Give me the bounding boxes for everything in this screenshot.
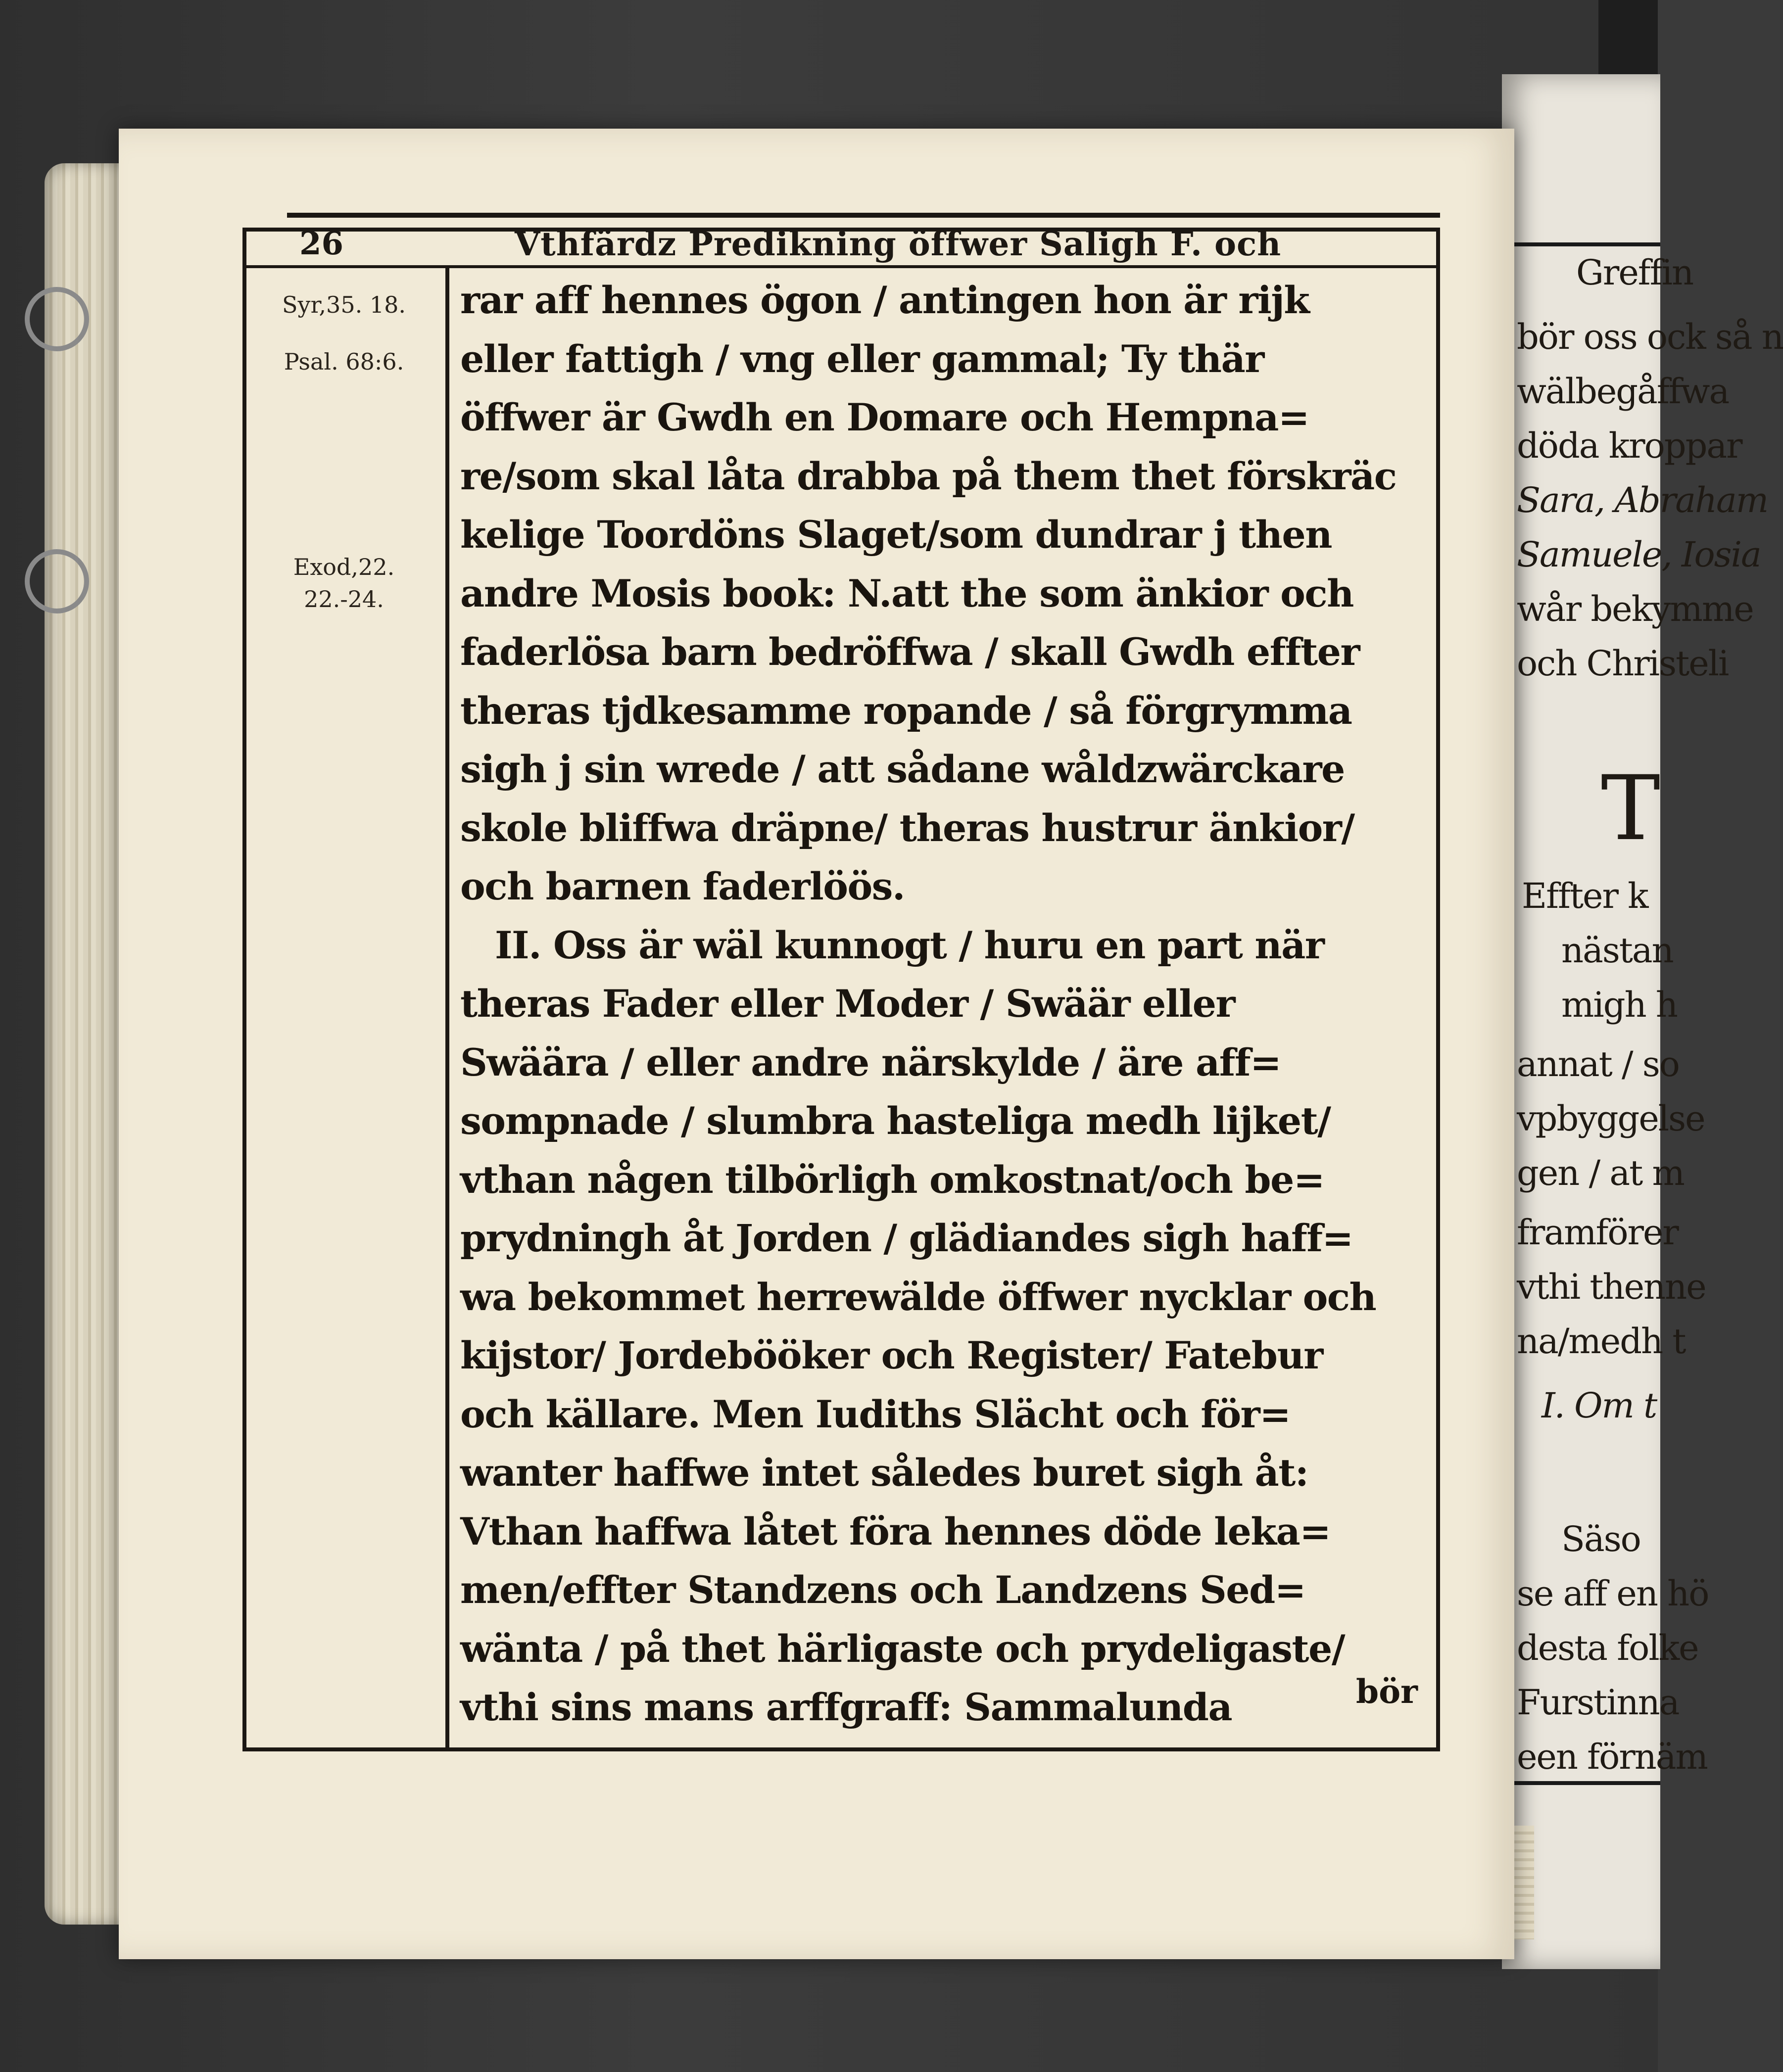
facing-line: wälbegåffwa <box>1517 371 1729 412</box>
catchword: bör <box>1356 1672 1418 1711</box>
margin-rule <box>445 267 449 1751</box>
facing-page <box>1502 74 1783 1969</box>
text-line: vthan någen tilbörligh omkostnat/och be= <box>460 1157 1325 1202</box>
text-line: kijstor/ Jordebööker och Register/ Fatebur <box>460 1333 1323 1377</box>
facing-line: vthi thenne <box>1517 1267 1706 1307</box>
marginal-reference: Syr,35. 18. <box>282 291 406 318</box>
facing-line: Furstinna <box>1517 1682 1679 1723</box>
text-line: skole bliffwa dräpne/ theras hustrur änkior/ <box>460 805 1354 850</box>
marginal-reference: 22.-24. <box>304 586 384 612</box>
text-line: Swäära / eller andre närskylde / äre aff= <box>460 1040 1281 1084</box>
text-line: re/som skal låta drabba på them thet förskräc <box>460 454 1397 498</box>
facing-line: I. Om t <box>1542 1385 1657 1426</box>
facing-drop-capital: T <box>1601 757 1660 860</box>
text-line: kelige Toordöns Slaget/som dundrar j then <box>460 513 1332 557</box>
facing-line: desta folke <box>1517 1628 1698 1668</box>
text-line: theras tjdkesamme ropande / så förgrymma <box>460 688 1352 733</box>
marginal-reference: Exod,22. <box>293 554 395 580</box>
text-line: men/effter Standzens och Landzens Sed= <box>460 1568 1305 1612</box>
text-line: och barnen faderlöös. <box>460 864 905 908</box>
text-line: prydningh åt Jorden / glädiandes sigh haff= <box>460 1216 1353 1260</box>
facing-line: migh h <box>1561 985 1677 1025</box>
facing-line: nästan <box>1561 930 1673 971</box>
facing-line: gen / at m <box>1517 1153 1684 1193</box>
facing-line: framförer <box>1517 1212 1678 1253</box>
text-line: theras Fader eller Moder / Swäär eller <box>460 982 1235 1026</box>
text-line: sigh j sin wrede / att sådane wåldzwärckare <box>460 747 1345 791</box>
text-line: öffwer är Gwdh en Domare och Hempna= <box>460 395 1309 439</box>
facing-line: annat / so <box>1517 1044 1679 1084</box>
facing-bottom-rule <box>1512 1781 1660 1785</box>
facing-line: wår bekymme <box>1517 589 1753 629</box>
facing-line: Effter k <box>1522 876 1648 916</box>
text-line: och källare. Men Iudiths Slächt och för= <box>460 1392 1291 1436</box>
text-line: Vthan haffwa låtet föra hennes döde leka= <box>460 1509 1331 1554</box>
section-start-line: II. Oss är wäl kunnogt / huru en part när <box>495 923 1324 967</box>
facing-line: een förnäm <box>1517 1737 1707 1777</box>
running-head: Vthfärdz Predikning öffwer Saligh F. och <box>515 225 1282 263</box>
text-line: faderlösa barn bedröffwa / skall Gwdh effter <box>460 630 1360 674</box>
background-strip <box>1598 0 1658 79</box>
facing-top-rule <box>1512 242 1660 246</box>
text-line: wanter haffwe intet således buret sigh åt: <box>460 1451 1308 1495</box>
facing-line: se aff en hö <box>1517 1573 1709 1614</box>
facing-line: Säso <box>1561 1519 1640 1559</box>
header-rule <box>242 265 1440 268</box>
text-line: andre Mosis book: N.att the som änkior och <box>460 571 1353 615</box>
facing-line: och Christeli <box>1517 643 1729 684</box>
page-number: 26 <box>299 225 344 262</box>
facing-line: na/medh t <box>1517 1321 1686 1362</box>
binding-ring <box>25 287 89 351</box>
top-rule <box>287 213 1440 218</box>
text-line: eller fattigh / vng eller gammal; Ty thär <box>460 336 1264 381</box>
facing-line: döda kroppar <box>1517 425 1742 466</box>
text-line: vthi sins mans arffgraff: Sammalunda <box>460 1685 1232 1729</box>
facing-line: Samuele, Iosia <box>1517 534 1761 575</box>
facing-line: bör oss ock så n <box>1517 317 1783 357</box>
facing-line: Sara, Abraham <box>1517 480 1768 520</box>
text-line: sompnade / slumbra hasteliga medh lijket/ <box>460 1099 1331 1143</box>
text-line: wa bekommet herrewälde öffwer nycklar och <box>460 1274 1376 1319</box>
binding-ring <box>25 549 89 613</box>
facing-line: Greffin <box>1576 252 1693 293</box>
facing-line: vpbyggelse <box>1517 1098 1705 1139</box>
text-line: rar aff hennes ögon / antingen hon är rijk <box>460 278 1309 322</box>
body-text <box>460 271 1430 1737</box>
text-line: wänta / på thet härligaste och prydeligaste/ <box>460 1626 1345 1671</box>
marginal-reference: Psal. 68:6. <box>284 348 404 375</box>
